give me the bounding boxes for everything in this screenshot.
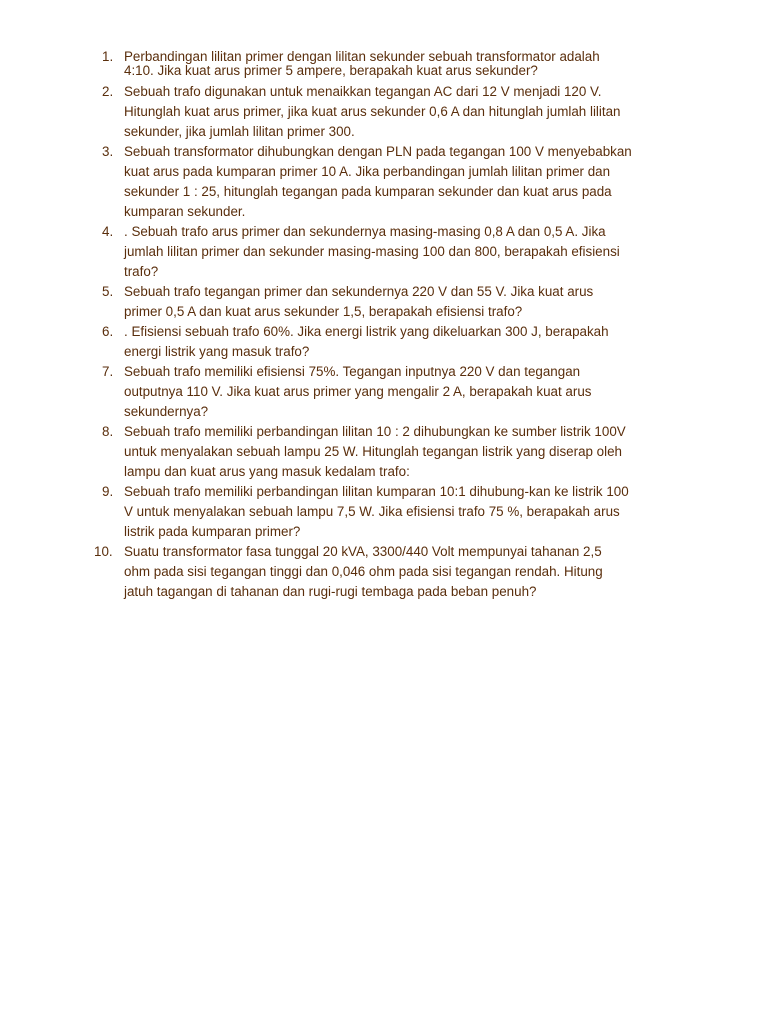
question-text-line: untuk menyalakan sebuah lampu 25 W. Hitunglah tegangan listrik yang diserap oleh — [124, 444, 622, 459]
question-text-line: sekunder, jika jumlah lilitan primer 300. — [124, 124, 355, 139]
question-item — [90, 482, 706, 542]
question-text-line: sekundernya? — [124, 404, 209, 419]
question-text-line: jumlah lilitan primer dan sekunder masing-masing 100 dan 800, berapakah efisiensi — [124, 244, 620, 259]
question-text-line: Hitunglah kuat arus primer, jika kuat arus sekunder 0,6 A dan hitunglah jumlah lilitan — [124, 104, 621, 119]
question-text-line: ohm pada sisi tegangan tinggi dan 0,046 ohm pada sisi tegangan rendah. Hitung — [124, 564, 603, 579]
question-text — [124, 322, 706, 362]
question-number: 7. — [102, 364, 114, 379]
question-text-line: V untuk menyalakan sebuah lampu 7,5 W. Jika efisiensi trafo 75 %, berapakah arus — [124, 504, 620, 519]
question-text-line: lampu dan kuat arus yang masuk kedalam trafo: — [124, 464, 410, 479]
question-text-line: Sebuah trafo tegangan primer dan sekundernya 220 V dan 55 V. Jika kuat arus — [124, 284, 594, 299]
question-text-line: outputnya 110 V. Jika kuat arus primer yang mengalir 2 A, berapakah kuat arus — [124, 384, 592, 399]
question-text-line: Sebuah trafo memiliki perbandingan lilitan kumparan 10:1 dihubung-kan ke listrik 100 — [124, 484, 629, 499]
question-number: 10. — [94, 544, 113, 559]
question-number: 1. — [102, 49, 114, 64]
question-text — [124, 422, 706, 482]
question-text-line: trafo? — [124, 264, 159, 279]
question-text-line: Sebuah trafo memiliki efisiensi 75%. Tegangan inputnya 220 V dan tegangan — [124, 364, 581, 379]
question-text-line: kuat arus pada kumparan primer 10 A. Jika perbandingan jumlah lilitan primer dan — [124, 164, 611, 179]
question-text-line: jatuh tagangan di tahanan dan rugi-rugi tembaga pada beban penuh? — [124, 584, 537, 599]
question-text-line: Perbandingan lilitan primer dengan lilitan sekunder sebuah transformator adalah — [124, 49, 600, 64]
question-item — [90, 542, 706, 602]
question-text-line: 4:10. Jika kuat arus primer 5 ampere, berapakah kuat arus sekunder? — [124, 63, 538, 78]
question-item — [90, 282, 706, 322]
question-number: 2. — [102, 84, 114, 99]
question-item — [90, 50, 706, 78]
question-number: 4. — [102, 224, 114, 239]
question-text — [124, 222, 706, 282]
question-number: 6. — [102, 324, 114, 339]
question-text-line: . Efisiensi sebuah trafo 60%. Jika energi listrik yang dikeluarkan 300 J, berapakah — [124, 324, 609, 339]
question-text-line: Sebuah trafo memiliki perbandingan lilitan 10 : 2 dihubungkan ke sumber listrik 100V — [124, 424, 626, 439]
question-text-line: Sebuah transformator dihubungkan dengan PLN pada tegangan 100 V menyebabkan — [124, 144, 632, 159]
question-item — [90, 422, 706, 482]
question-item — [90, 222, 706, 282]
question-item — [90, 362, 706, 422]
question-number: 8. — [102, 424, 114, 439]
question-text — [124, 142, 706, 222]
question-text — [124, 282, 706, 322]
question-number: 5. — [102, 284, 114, 299]
question-text — [124, 50, 706, 78]
question-number: 9. — [102, 484, 114, 499]
question-text-line: listrik pada kumparan primer? — [124, 524, 301, 539]
question-text-line: Sebuah trafo digunakan untuk menaikkan tegangan AC dari 12 V menjadi 120 V. — [124, 84, 602, 99]
question-item — [90, 322, 706, 362]
question-text — [124, 482, 706, 542]
question-text-line: Suatu transformator fasa tunggal 20 kVA, 3300/440 Volt mempunyai tahanan 2,5 — [124, 544, 602, 559]
question-number: 3. — [102, 144, 114, 159]
question-text-line: energi listrik yang masuk trafo? — [124, 344, 310, 359]
question-text — [124, 362, 706, 422]
question-item — [90, 142, 706, 222]
question-item — [90, 82, 706, 142]
question-text — [124, 82, 706, 142]
question-text-line: primer 0,5 A dan kuat arus sekunder 1,5, berapakah efisiensi trafo? — [124, 304, 523, 319]
question-list — [90, 50, 706, 602]
question-text-line: kumparan sekunder. — [124, 204, 246, 219]
question-text-line: . Sebuah trafo arus primer dan sekundernya masing-masing 0,8 A dan 0,5 A. Jika — [124, 224, 606, 239]
question-text — [124, 542, 706, 602]
question-text-line: sekunder 1 : 25, hitunglah tegangan pada kumparan sekunder dan kuat arus pada — [124, 184, 612, 199]
